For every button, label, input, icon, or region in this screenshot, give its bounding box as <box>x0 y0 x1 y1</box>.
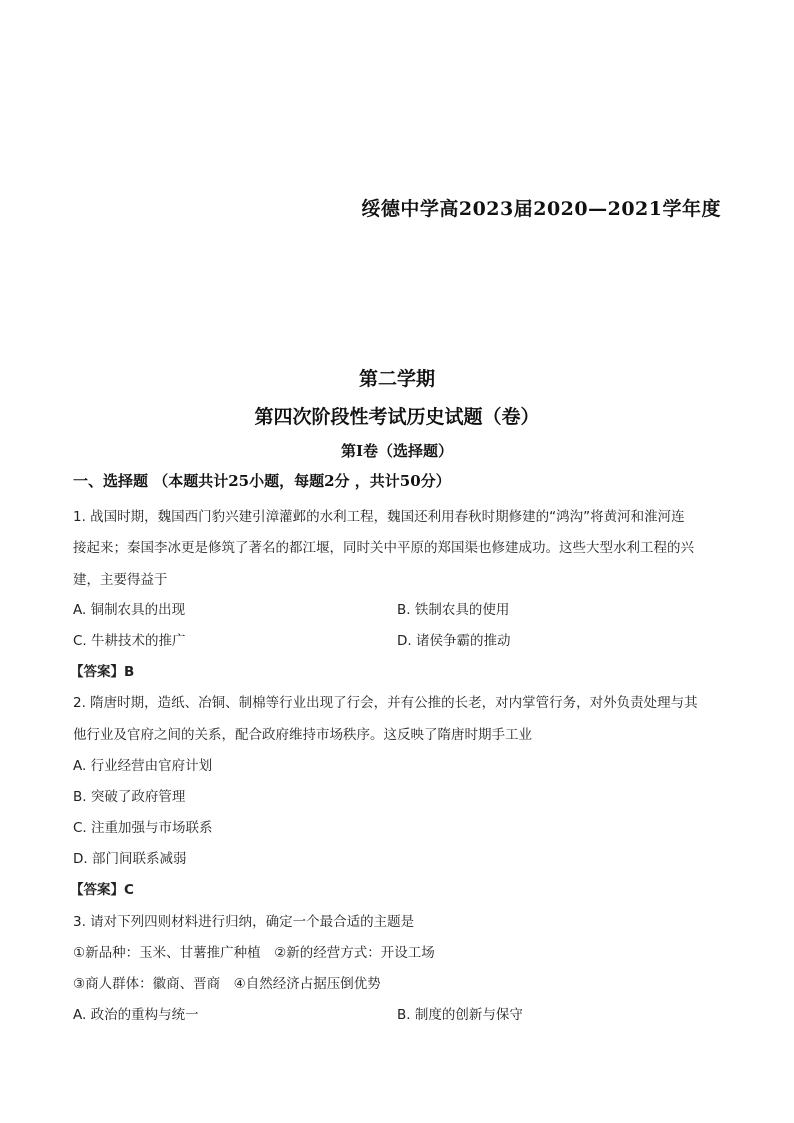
question-1-option-d: D. 诸侯争霸的推动 <box>397 633 511 649</box>
question-3-option-b: B. 制度的创新与保守 <box>397 1007 523 1023</box>
question-2-option-a: A. 行业经营由官府计划 <box>73 758 213 774</box>
section-heading: 一、选择题 （本题共计25小题，每题2分 ，共计50分） <box>73 472 451 490</box>
question-1-option-b: B. 铁制农具的使用 <box>397 602 510 618</box>
question-3-stem-line-3: ③商人群体：徽商、晋商 ④自然经济占据压倒优势 <box>73 976 381 992</box>
question-2-answer: 【答案】C <box>70 882 134 898</box>
question-2-option-d: D. 部门间联系减弱 <box>73 851 187 867</box>
question-2-option-c: C. 注重加强与市场联系 <box>73 820 213 836</box>
question-3-stem-line-1: 3. 请对下列四则材料进行归纳，确定一个最合适的主题是 <box>73 914 415 930</box>
question-1-answer: 【答案】B <box>70 664 135 680</box>
question-2-stem-line-2: 他行业及官府之间的关系，配合政府维持市场秩序。这反映了隋唐时期手工业 <box>73 727 532 743</box>
question-3-option-a: A. 政治的重构与统一 <box>73 1007 199 1023</box>
question-1-stem-line-1: 1. 战国时期，魏国西门豹兴建引漳灌邺的水利工程，魏国还利用春秋时期修建的“鸿沟”将黄河和淮河连 <box>73 509 685 525</box>
question-1-option-c: C. 牛耕技术的推广 <box>73 633 186 649</box>
exam-title: 第四次阶段性考试历史试题（卷） <box>254 406 540 428</box>
question-1-stem-line-3: 建，主要得益于 <box>73 572 168 588</box>
school-title: 绥德中学高2023届2020—2021学年度 <box>361 198 721 220</box>
question-1-stem-line-2: 接起来；秦国李冰更是修筑了著名的都江堰，同时关中平原的郑国渠也修建成功。这些大型水利工程的兴 <box>73 540 694 556</box>
question-2-option-b: B. 突破了政府管理 <box>73 789 186 805</box>
question-1-option-a: A. 铜制农具的出现 <box>73 602 186 618</box>
volume-title: 第I卷（选择题） <box>340 442 454 460</box>
semester-title: 第二学期 <box>358 368 435 390</box>
question-3-stem-line-2: ①新品种：玉米、甘薯推广种植 ②新的经营方式：开设工场 <box>73 945 435 961</box>
question-2-stem-line-1: 2. 隋唐时期，造纸、冶铜、制棉等行业出现了行会，并有公推的长老，对内掌管行务，对外负责处理与其 <box>73 695 698 711</box>
